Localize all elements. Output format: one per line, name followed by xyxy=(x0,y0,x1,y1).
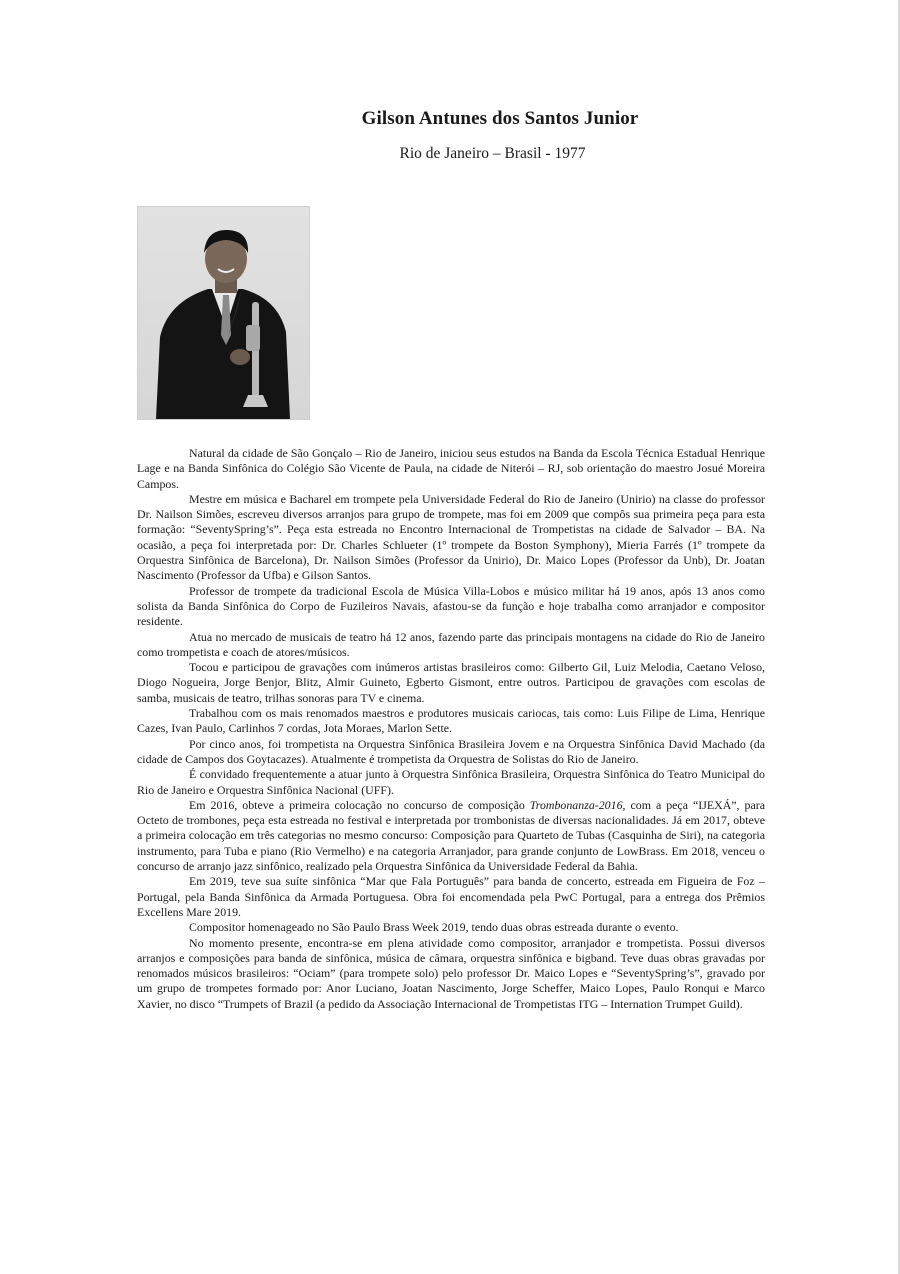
paragraph: No momento presente, encontra-se em plena atividade como compositor, arranjador e trompetista. Possui diversos arranjos e composições para banda de sinfônica, música de câmara, orquestra sinfônica e bigband. Teve duas obras gravadas por renomados músicos brasileiros: “Ociam” (para trompete solo) pelo professor Dr. Maico Lopes e “SeventySpring’s”, gravado por um grupo de trompetes formado por: Anor Luciano, Joatan Nascimento, Jorge Scheffer, Maico Lopes, Paulo Ronqui e Marco Xavier, no disco “Trumpets of Brazil (a pedido da Associação Internacional de Trompetistas ITG – Internation Trumpet Guild). xyxy=(137,935,765,1011)
paragraph: Natural da cidade de São Gonçalo – Rio de Janeiro, iniciou seus estudos na Banda da Escola Técnica Estadual Henrique Lage e na Banda Sinfônica do Colégio São Vicente de Paula, na cidade de Niterói – RJ, sob orientação do maestro Josué Moreira Campos. xyxy=(137,446,765,491)
portrait-illustration xyxy=(138,207,309,419)
paragraph: Por cinco anos, foi trompetista na Orquestra Sinfônica Brasileira Jovem e na Orquestra Sinfônica David Machado (da cidade de Campos dos Goytacazes). Atualmente é trompetista da Orquestra de Solistas do Rio de Janeiro. xyxy=(137,736,765,766)
paragraph: Trabalhou com os mais renomados maestros e produtores musicais cariocas, tais como: Luis Filipe de Lima, Henrique Cazes, Ivan Paulo, Carlinhos 7 cordas, Jota Moraes, Marlon Sette. xyxy=(137,706,765,736)
paragraph: Professor de trompete da tradicional Escola de Música Villa-Lobos e músico militar há 19 anos, após 13 anos como solista da Banda Sinfônica do Corpo de Fuzileiros Navais, afastou-se da função e hoje trabalha como arranjador e compositor residente. xyxy=(137,583,765,629)
paragraph: Atua no mercado de musicais de teatro há 12 anos, fazendo parte das principais montagens na cidade do Rio de Janeiro como trompetista e coach de atores/músicos. xyxy=(137,629,765,659)
page-subtitle: Rio de Janeiro – Brasil - 1977 xyxy=(399,145,586,162)
paragraph: Compositor homenageado no São Paulo Brass Week 2019, tendo duas obras estreada durante o evento. xyxy=(189,920,679,935)
paragraph xyxy=(137,798,765,874)
page-title: Gilson Antunes dos Santos Junior xyxy=(361,108,639,129)
paragraph: Mestre em música e Bacharel em trompete pela Universidade Federal do Rio de Janeiro (Unirio) na classe do professor Dr. Nailson Simões, escreveu diversos arranjos para grupo de trompete, mas foi em 2009 que compôs sua primeira peça para esta formação: “SeventySpring’s”. Peça esta estreada no Encontro Internacional de Trompetistas na cidade de Salvador – BA. Na ocasião, a peça foi interpretada por: Dr. Charles Schlueter (1º trompete da Boston Symphony), Mieria Farrés (1º trompete da Orquestra Sinfônica de Barcelona), Dr. Nailson Simões (Professor da Unirio), Dr. Maico Lopes (Professor da Unb), Dr. Joatan Nascimento (Professor da Ufba) e Gilson Santos. xyxy=(137,491,765,583)
portrait-photo xyxy=(137,206,310,420)
paragraph: É convidado frequentemente a atuar junto à Orquestra Sinfônica Brasileira, Orquestra Sinfônica do Teatro Municipal do Rio de Janeiro e Orquestra Sinfônica Nacional (UFF). xyxy=(137,767,765,797)
paragraph: Tocou e participou de gravações com inúmeros artistas brasileiros como: Gilberto Gil, Luiz Melodia, Caetano Veloso, Diogo Nogueira, Jorge Benjor, Blitz, Almir Guineto, Egberto Gismont, entre outros. Participou de gravações com escolas de samba, musicais de teatro, trilhas sonoras para TV e cinema. xyxy=(137,660,765,705)
paragraph-italic: Trombonanza-2016 xyxy=(529,797,623,812)
paragraph: Em 2019, teve sua suíte sinfônica “Mar que Fala Português” para banda de concerto, estreada em Figueira de Foz – Portugal, pela Banda Sinfônica da Armada Portuguesa. Obra foi encomendada pela PwC Portugal, para a entrega dos Prêmios Excellens Mare 2019. xyxy=(137,874,765,919)
biography-text xyxy=(137,446,765,1012)
paragraph-text: , com a peça “IJEXÁ”, para Octeto de trombones, peça esta estreada no festival e interpretada por trombonistas de diversas nacionalidades. Já em 2017, obteve a primeira colocação em três categorias no mesmo concurso: Composição para Quarteto de Tubas (Casquinha de Siri), na categoria instrumento, para Tuba e piano (Rio Vermelho) e na categoria Arranjador, para grande conjunto de LowBrass. Em 2018, venceu o concurso de arranjo jazz sinfônico, realizado pela Orquestra Sinfônica da Universidade Federal da Bahia. xyxy=(137,797,765,874)
paragraph-text: Em 2016, obteve a primeira colocação no concurso de composição xyxy=(189,797,530,812)
